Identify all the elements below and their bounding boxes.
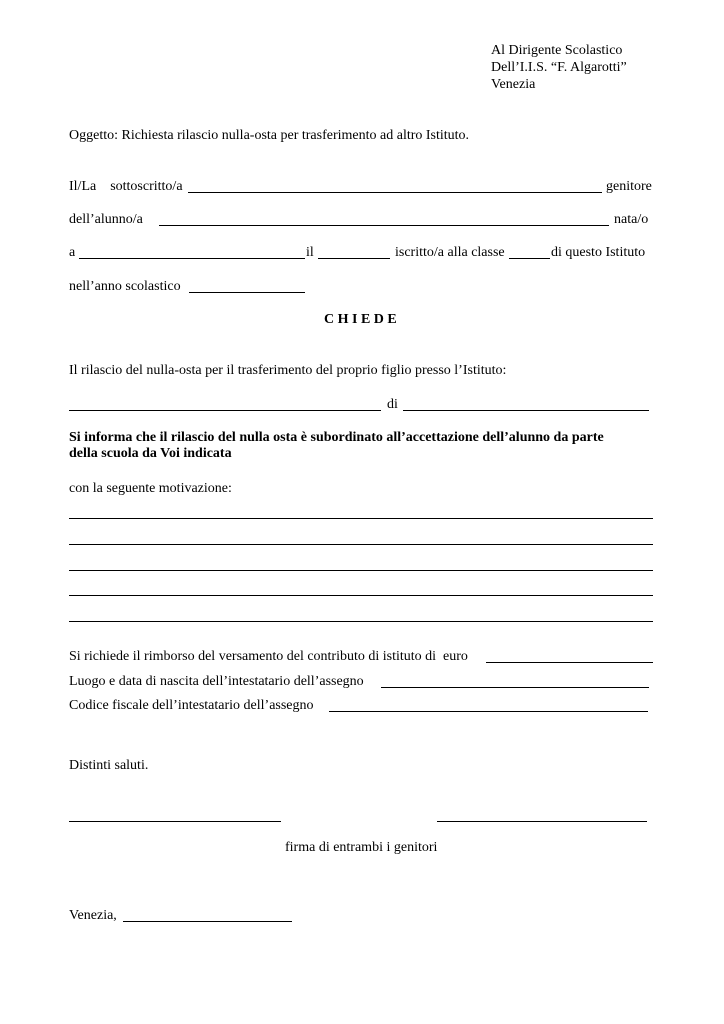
- istituto-citta-field[interactable]: [403, 410, 649, 411]
- luogo-data-assegno-label: Luogo e data di nascita dell’intestatario dell’assegno: [69, 674, 364, 689]
- codice-fiscale-label: Codice fiscale dell’intestatario dell’assegno: [69, 698, 314, 713]
- recipient-line-2: Dell’I.I.S. “F. Algarotti”: [491, 60, 627, 75]
- sottoscritto-field[interactable]: [188, 192, 602, 193]
- greeting: Distinti saluti.: [69, 758, 149, 773]
- recipient-line-3: Venezia: [491, 77, 536, 92]
- signature-line-left[interactable]: [69, 821, 281, 822]
- notice-line-2: della scuola da Voi indicata: [69, 446, 232, 461]
- place-date-label: Venezia,: [69, 908, 117, 923]
- luogo-label: a: [69, 245, 76, 260]
- motivation-line[interactable]: [69, 570, 653, 571]
- classe-field[interactable]: [509, 258, 550, 259]
- genitore-label: genitore: [606, 179, 652, 194]
- questo-istituto-label: di questo Istituto: [551, 245, 646, 260]
- sottoscritto-label: Il/La sottoscritto/a: [69, 179, 183, 194]
- alunno-label: dell’alunno/a: [69, 212, 143, 227]
- iscritto-label: iscritto/a alla classe: [395, 245, 505, 260]
- motivation-line[interactable]: [69, 621, 653, 622]
- signature-line-right[interactable]: [437, 821, 647, 822]
- anno-scolastico-label: nell’anno scolastico: [69, 279, 181, 294]
- alunno-field[interactable]: [159, 225, 609, 226]
- chiede-heading: C H I E D E: [324, 312, 397, 327]
- subject-line: Oggetto: Richiesta rilascio nulla-osta per trasferimento ad altro Istituto.: [69, 128, 470, 143]
- motivation-label: con la seguente motivazione:: [69, 481, 232, 496]
- luogo-data-assegno-field[interactable]: [381, 687, 649, 688]
- data-nascita-field[interactable]: [318, 258, 390, 259]
- istituto-field[interactable]: [69, 410, 381, 411]
- rimborso-euro-field[interactable]: [486, 662, 653, 663]
- motivation-line[interactable]: [69, 544, 653, 545]
- motivation-line[interactable]: [69, 595, 653, 596]
- rimborso-label: Si richiede il rimborso del versamento del contributo di istituto di euro: [69, 649, 468, 664]
- signature-caption: firma di entrambi i genitori: [285, 840, 438, 855]
- nato-label: nata/o: [614, 212, 649, 227]
- codice-fiscale-field[interactable]: [329, 711, 648, 712]
- notice-line-1: Si informa che il rilascio del nulla osta è subordinato all’accettazione dell’alunno da parte: [69, 430, 604, 445]
- request-text: Il rilascio del nulla-osta per il trasferimento del proprio figlio presso l’Istituto:: [69, 363, 507, 378]
- istituto-di-label: di: [387, 397, 398, 412]
- luogo-nascita-field[interactable]: [79, 258, 305, 259]
- recipient-line-1: Al Dirigente Scolastico: [491, 43, 623, 58]
- motivation-line[interactable]: [69, 518, 653, 519]
- il-label: il: [306, 245, 314, 260]
- anno-scolastico-field[interactable]: [189, 292, 305, 293]
- place-date-field[interactable]: [123, 921, 292, 922]
